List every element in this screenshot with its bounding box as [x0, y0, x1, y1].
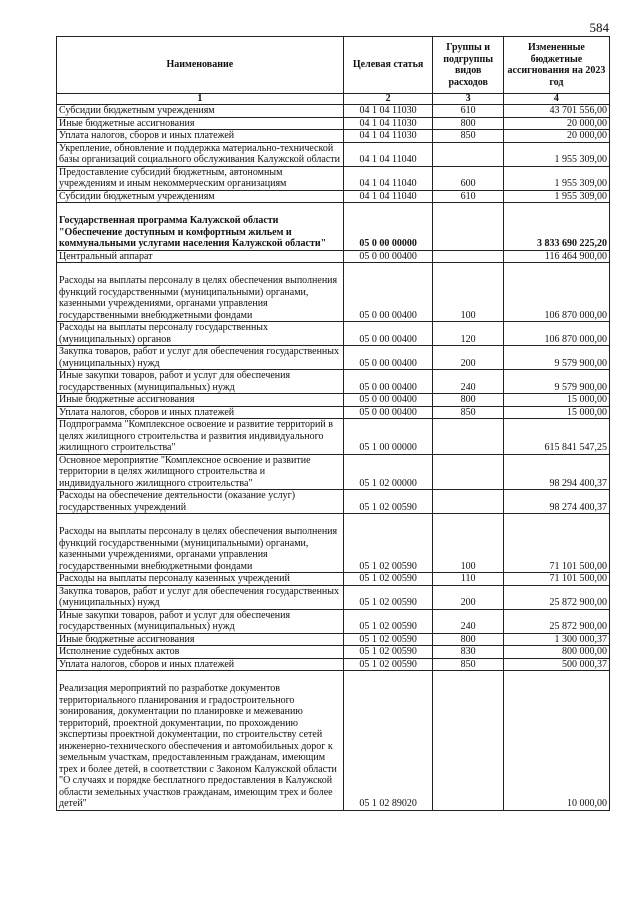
row-group: 600: [433, 166, 503, 190]
table-row: [57, 514, 610, 573]
table-row: [57, 633, 610, 646]
row-group: 200: [433, 346, 503, 370]
header-amount: Измененные бюджетные ассигнования на 2023 год: [503, 37, 609, 94]
table-row: [57, 263, 610, 322]
row-group: 850: [433, 658, 503, 671]
row-amount: 20 000,00: [503, 117, 609, 130]
row-target: 05 1 02 00590: [343, 658, 433, 671]
row-group: 610: [433, 105, 503, 118]
row-amount: 106 870 000,00: [503, 263, 609, 322]
row-group: 100: [433, 263, 503, 322]
row-amount: 116 464 900,00: [503, 250, 609, 263]
row-target: 05 1 02 00000: [343, 454, 433, 490]
row-group: 610: [433, 190, 503, 203]
table-row: [57, 646, 610, 659]
row-name: Предоставление субсидий бюджетным, автономным учреждениям и иным некоммерческим организациям: [57, 166, 344, 190]
row-group: [433, 454, 503, 490]
row-group: 850: [433, 406, 503, 419]
table-row: [57, 394, 610, 407]
row-target: 04 1 04 11030: [343, 130, 433, 143]
table-row: [57, 105, 610, 118]
row-amount: 43 701 556,00: [503, 105, 609, 118]
row-target: 05 0 00 00400: [343, 263, 433, 322]
row-amount: 25 872 900,00: [503, 609, 609, 633]
column-number: 1: [57, 94, 344, 105]
row-target: 05 0 00 00400: [343, 394, 433, 407]
row-target: 05 1 02 89020: [343, 671, 433, 811]
row-amount: 9 579 900,00: [503, 370, 609, 394]
row-group: [433, 142, 503, 166]
table-row: [57, 671, 610, 811]
row-name: Расходы на выплаты персоналу в целях обеспечения выполнения функций государственными (муниципальными) органами, казенными учреждениями, органами управления государственными внебюджетными фондами: [57, 263, 344, 322]
row-amount: 1 955 309,00: [503, 190, 609, 203]
table-row: [57, 585, 610, 609]
row-target: 05 1 02 00590: [343, 573, 433, 586]
row-amount: 20 000,00: [503, 130, 609, 143]
table-row: [57, 658, 610, 671]
row-name: Иные бюджетные ассигнования: [57, 633, 344, 646]
row-target: 05 1 02 00590: [343, 646, 433, 659]
row-amount: 71 101 500,00: [503, 573, 609, 586]
row-name: Иные бюджетные ассигнования: [57, 117, 344, 130]
table-row: [57, 130, 610, 143]
row-name: Субсидии бюджетным учреждениям: [57, 190, 344, 203]
row-name: Субсидии бюджетным учреждениям: [57, 105, 344, 118]
row-target: 05 1 02 00590: [343, 609, 433, 633]
table-row: [57, 406, 610, 419]
page-number: 584: [589, 20, 609, 35]
table-row: [57, 117, 610, 130]
row-amount: 500 000,37: [503, 658, 609, 671]
row-group: 800: [433, 117, 503, 130]
row-name: Расходы на выплаты персоналу в целях обеспечения выполнения функций государственными (муниципальными) органами, казенными учреждениями, органами управления государственными внебюджетными фондами: [57, 514, 344, 573]
row-amount: 25 872 900,00: [503, 585, 609, 609]
row-target: 04 1 04 11030: [343, 117, 433, 130]
row-group: 830: [433, 646, 503, 659]
table-row: [57, 322, 610, 346]
row-name: Исполнение судебных актов: [57, 646, 344, 659]
row-amount: 98 274 400,37: [503, 490, 609, 514]
row-group: 110: [433, 573, 503, 586]
table-row: [57, 573, 610, 586]
row-name: Закупка товаров, работ и услуг для обеспечения государственных (муниципальных) нужд: [57, 346, 344, 370]
table-row: [57, 190, 610, 203]
row-group: [433, 250, 503, 263]
row-name: Реализация мероприятий по разработке документов территориального планирования и градостроительного зонирования, документации по планировке и межеванию территорий, проектной документации, по прохождению экспертизы проектной документации, по строительству сетей инженерно-технического обеспечения и автомобильных дорог к земельным участкам, предоставленным гражданам, имеющим трех и более детей, в соответствии с Законом Калужской области "О случаях и порядке бесплатного предоставления в Калужской области земельных участков гражданам, имеющим трех и более детей": [57, 671, 344, 811]
table-row: [57, 250, 610, 263]
row-name: Расходы на выплаты персоналу казенных учреждений: [57, 573, 344, 586]
row-amount: 1 955 309,00: [503, 166, 609, 190]
row-name: Иные закупки товаров, работ и услуг для обеспечения государственных (муниципальных) нужд: [57, 609, 344, 633]
header-groups: Группы и подгруппы видов расходов: [433, 37, 503, 94]
column-number: 3: [433, 94, 503, 105]
table-row: [57, 370, 610, 394]
row-target: 04 1 04 11040: [343, 142, 433, 166]
row-amount: 1 955 309,00: [503, 142, 609, 166]
row-group: 800: [433, 394, 503, 407]
row-name: Уплата налогов, сборов и иных платежей: [57, 658, 344, 671]
row-amount: 3 833 690 225,20: [503, 203, 609, 251]
row-target: 05 1 02 00590: [343, 633, 433, 646]
header-target: Целевая статья: [343, 37, 433, 94]
table-row: [57, 346, 610, 370]
row-name: Основное мероприятие "Комплексное освоение и развитие территории в целях жилищного строительства и индивидуального жилищного строительства": [57, 454, 344, 490]
row-amount: 615 841 547,25: [503, 419, 609, 455]
row-target: 05 1 02 00590: [343, 514, 433, 573]
row-group: 200: [433, 585, 503, 609]
row-name: Иные закупки товаров, работ и услуг для обеспечения государственных (муниципальных) нужд: [57, 370, 344, 394]
table-row: [57, 166, 610, 190]
header-name: Наименование: [57, 37, 344, 94]
table-row: [57, 490, 610, 514]
row-name: Государственная программа Калужской области "Обеспечение доступным и комфортным жильем и коммунальными услугами населения Калужской области": [57, 203, 344, 251]
row-target: 05 0 00 00000: [343, 203, 433, 251]
row-group: 120: [433, 322, 503, 346]
table-row: [57, 454, 610, 490]
row-name: Расходы на выплаты персоналу государственных (муниципальных) органов: [57, 322, 344, 346]
row-group: 100: [433, 514, 503, 573]
row-amount: 106 870 000,00: [503, 322, 609, 346]
row-amount: 10 000,00: [503, 671, 609, 811]
row-target: 05 1 00 00000: [343, 419, 433, 455]
row-group: [433, 671, 503, 811]
table-row: [57, 142, 610, 166]
row-name: Уплата налогов, сборов и иных платежей: [57, 130, 344, 143]
row-amount: 98 294 400,37: [503, 454, 609, 490]
table-row: [57, 419, 610, 455]
row-target: 05 0 00 00400: [343, 406, 433, 419]
row-group: 240: [433, 609, 503, 633]
column-number: 2: [343, 94, 433, 105]
row-name: Уплата налогов, сборов и иных платежей: [57, 406, 344, 419]
row-name: Укрепление, обновление и поддержка материально-технической базы организаций социального обслуживания Калужской области: [57, 142, 344, 166]
table-row: [57, 203, 610, 251]
row-target: 05 0 00 00400: [343, 250, 433, 263]
row-group: 800: [433, 633, 503, 646]
row-target: 04 1 04 11040: [343, 190, 433, 203]
row-group: [433, 490, 503, 514]
row-target: 05 0 00 00400: [343, 322, 433, 346]
row-amount: 15 000,00: [503, 394, 609, 407]
row-name: Центральный аппарат: [57, 250, 344, 263]
row-amount: 1 300 000,37: [503, 633, 609, 646]
row-amount: 9 579 900,00: [503, 346, 609, 370]
row-group: [433, 203, 503, 251]
row-group: 240: [433, 370, 503, 394]
row-name: Иные бюджетные ассигнования: [57, 394, 344, 407]
row-target: 05 0 00 00400: [343, 370, 433, 394]
row-group: 850: [433, 130, 503, 143]
row-target: 05 1 02 00590: [343, 585, 433, 609]
row-target: 04 1 04 11030: [343, 105, 433, 118]
header-row: [57, 37, 610, 94]
row-amount: 15 000,00: [503, 406, 609, 419]
row-target: 05 0 00 00400: [343, 346, 433, 370]
row-group: [433, 419, 503, 455]
row-name: Расходы на обеспечение деятельности (оказание услуг) государственных учреждений: [57, 490, 344, 514]
row-name: Подпрограмма "Комплексное освоение и развитие территорий в целях жилищного строительства и развития индивидуального жилищного строительства": [57, 419, 344, 455]
column-number-row: [57, 94, 610, 105]
row-name: Закупка товаров, работ и услуг для обеспечения государственных (муниципальных) нужд: [57, 585, 344, 609]
column-number: 4: [503, 94, 609, 105]
table-row: [57, 609, 610, 633]
row-target: 05 1 02 00590: [343, 490, 433, 514]
row-amount: 71 101 500,00: [503, 514, 609, 573]
budget-table: [56, 36, 610, 811]
row-target: 04 1 04 11040: [343, 166, 433, 190]
row-amount: 800 000,00: [503, 646, 609, 659]
